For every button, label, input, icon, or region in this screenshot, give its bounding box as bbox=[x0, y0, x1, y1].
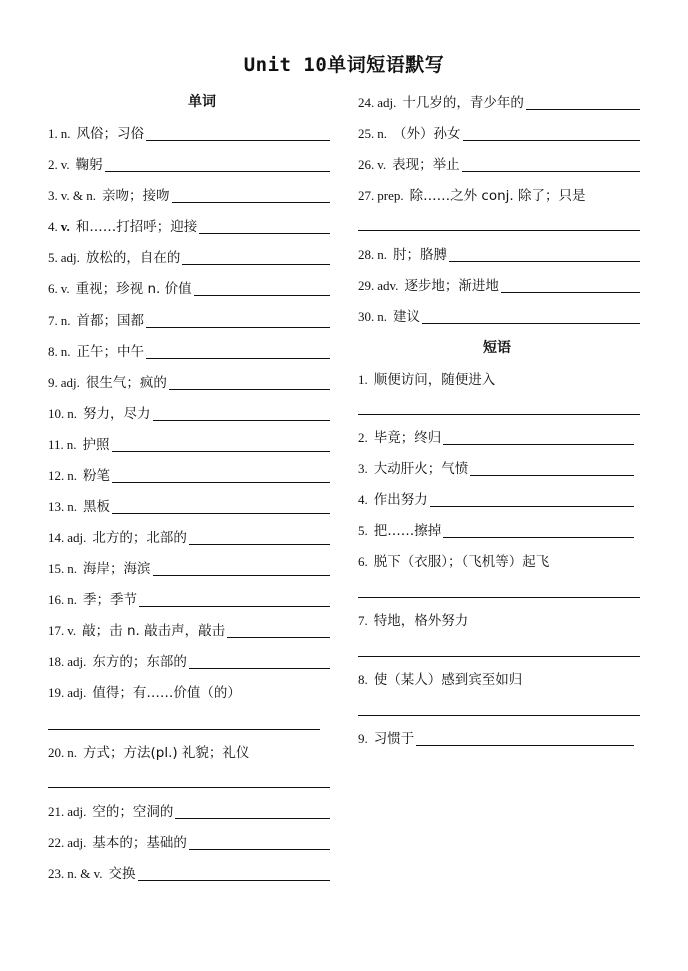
answer-blank[interactable] bbox=[189, 652, 330, 669]
answer-line-phrase-1[interactable] bbox=[358, 414, 640, 415]
phrase-item-5: 5. 把……擦掉 bbox=[358, 517, 634, 539]
word-item-24: 24. adj. 十几岁的，青少年的 bbox=[358, 89, 640, 111]
answer-blank[interactable] bbox=[470, 459, 634, 476]
answer-blank[interactable] bbox=[146, 342, 330, 359]
word-item-23: 23. n. & v. 交换 bbox=[48, 860, 330, 882]
answer-blank[interactable] bbox=[112, 466, 330, 483]
word-item-25: 25. n. （外）孙女 bbox=[358, 120, 640, 142]
page-title: Unit 10单词短语默写 bbox=[243, 54, 445, 76]
word-item-2: 2. v. 鞠躬 bbox=[48, 151, 330, 173]
word-item-19: 19. adj. 值得；有……价值（的） bbox=[48, 685, 241, 701]
answer-blank[interactable] bbox=[189, 833, 330, 850]
answer-blank[interactable] bbox=[199, 217, 330, 234]
answer-blank[interactable] bbox=[194, 279, 330, 296]
word-item-30: 30. n. 建议 bbox=[358, 303, 640, 325]
answer-blank[interactable] bbox=[416, 729, 634, 746]
answer-blank[interactable] bbox=[462, 155, 640, 172]
word-item-28: 28. n. 肘；胳膊 bbox=[358, 241, 640, 263]
answer-blank[interactable] bbox=[153, 559, 331, 576]
answer-blank[interactable] bbox=[138, 864, 330, 881]
answer-blank[interactable] bbox=[501, 276, 640, 293]
answer-blank[interactable] bbox=[112, 435, 330, 452]
word-item-21: 21. adj. 空的；空洞的 bbox=[48, 798, 330, 820]
word-item-7: 7. n. 首都；国都 bbox=[48, 307, 330, 329]
word-item-8: 8. n. 正午；中午 bbox=[48, 338, 330, 360]
phrase-item-4: 4. 作出努力 bbox=[358, 486, 634, 508]
phrase-item-1: 1. 顺便访问，随便进入 bbox=[358, 372, 496, 388]
answer-blank[interactable] bbox=[422, 307, 640, 324]
answer-line-27[interactable] bbox=[358, 230, 640, 231]
word-item-27: 27. prep. 除……之外 conj. 除了；只是 bbox=[358, 188, 586, 204]
phrase-item-3: 3. 大动肝火；气愤 bbox=[358, 455, 634, 477]
answer-blank[interactable] bbox=[105, 155, 330, 172]
answer-blank[interactable] bbox=[146, 124, 330, 141]
answer-line-19[interactable] bbox=[48, 729, 320, 730]
answer-blank[interactable] bbox=[449, 245, 640, 262]
words-heading: 单词 bbox=[188, 94, 216, 110]
word-item-6: 6. v. 重视；珍视 n. 价值 bbox=[48, 275, 330, 297]
word-item-20: 20. n. 方式；方法(pl.) 礼貌；礼仪 bbox=[48, 745, 250, 761]
phrase-item-9: 9. 习惯于 bbox=[358, 725, 634, 747]
word-item-17: 17. v. 敲；击 n. 敲击声，敲击 bbox=[48, 617, 330, 639]
word-item-3: 3. v. & n. 亲吻；接吻 bbox=[48, 182, 330, 204]
word-item-29: 29. adv. 逐步地；渐进地 bbox=[358, 272, 640, 294]
answer-blank[interactable] bbox=[182, 248, 330, 265]
phrase-item-2: 2. 毕竟；终归 bbox=[358, 424, 634, 446]
word-item-15: 15. n. 海岸；海滨 bbox=[48, 555, 330, 577]
word-item-4: 4. v. 和……打招呼；迎接 bbox=[48, 213, 330, 235]
answer-blank[interactable] bbox=[443, 428, 634, 445]
word-item-22: 22. adj. 基本的；基础的 bbox=[48, 829, 330, 851]
word-item-13: 13. n. 黑板 bbox=[48, 493, 330, 515]
word-item-9: 9. adj. 很生气；疯的 bbox=[48, 369, 330, 391]
answer-blank[interactable] bbox=[169, 373, 330, 390]
answer-blank[interactable] bbox=[175, 802, 330, 819]
word-item-16: 16. n. 季；季节 bbox=[48, 586, 330, 608]
answer-line-phrase-8[interactable] bbox=[358, 715, 640, 716]
phrase-item-8: 8. 使（某人）感到宾至如归 bbox=[358, 672, 523, 688]
answer-blank[interactable] bbox=[153, 404, 331, 421]
answer-line-20[interactable] bbox=[48, 787, 330, 788]
answer-blank[interactable] bbox=[172, 186, 330, 203]
answer-blank[interactable] bbox=[430, 490, 634, 507]
answer-blank[interactable] bbox=[227, 621, 330, 638]
word-item-26: 26. v. 表现；举止 bbox=[358, 151, 640, 173]
answer-line-phrase-6[interactable] bbox=[358, 597, 640, 598]
phrase-item-7: 7. 特地，格外努力 bbox=[358, 613, 469, 629]
word-item-11: 11. n. 护照 bbox=[48, 431, 330, 453]
phrase-item-6: 6. 脱下（衣服）；（飞机等）起飞 bbox=[358, 554, 550, 570]
answer-blank[interactable] bbox=[443, 521, 634, 538]
word-item-10: 10. n. 努力，尽力 bbox=[48, 400, 330, 422]
word-item-1: 1. n. 风俗；习俗 bbox=[48, 120, 330, 142]
answer-blank[interactable] bbox=[146, 311, 330, 328]
answer-blank[interactable] bbox=[463, 124, 641, 141]
answer-blank[interactable] bbox=[112, 497, 330, 514]
answer-line-phrase-7[interactable] bbox=[358, 656, 640, 657]
answer-blank[interactable] bbox=[139, 590, 330, 607]
answer-blank[interactable] bbox=[189, 528, 330, 545]
answer-blank[interactable] bbox=[526, 93, 640, 110]
phrases-heading: 短语 bbox=[483, 340, 511, 356]
word-item-14: 14. adj. 北方的；北部的 bbox=[48, 524, 330, 546]
word-item-18: 18. adj. 东方的；东部的 bbox=[48, 648, 330, 670]
word-item-5: 5. adj. 放松的，自在的 bbox=[48, 244, 330, 266]
word-item-12: 12. n. 粉笔 bbox=[48, 462, 330, 484]
